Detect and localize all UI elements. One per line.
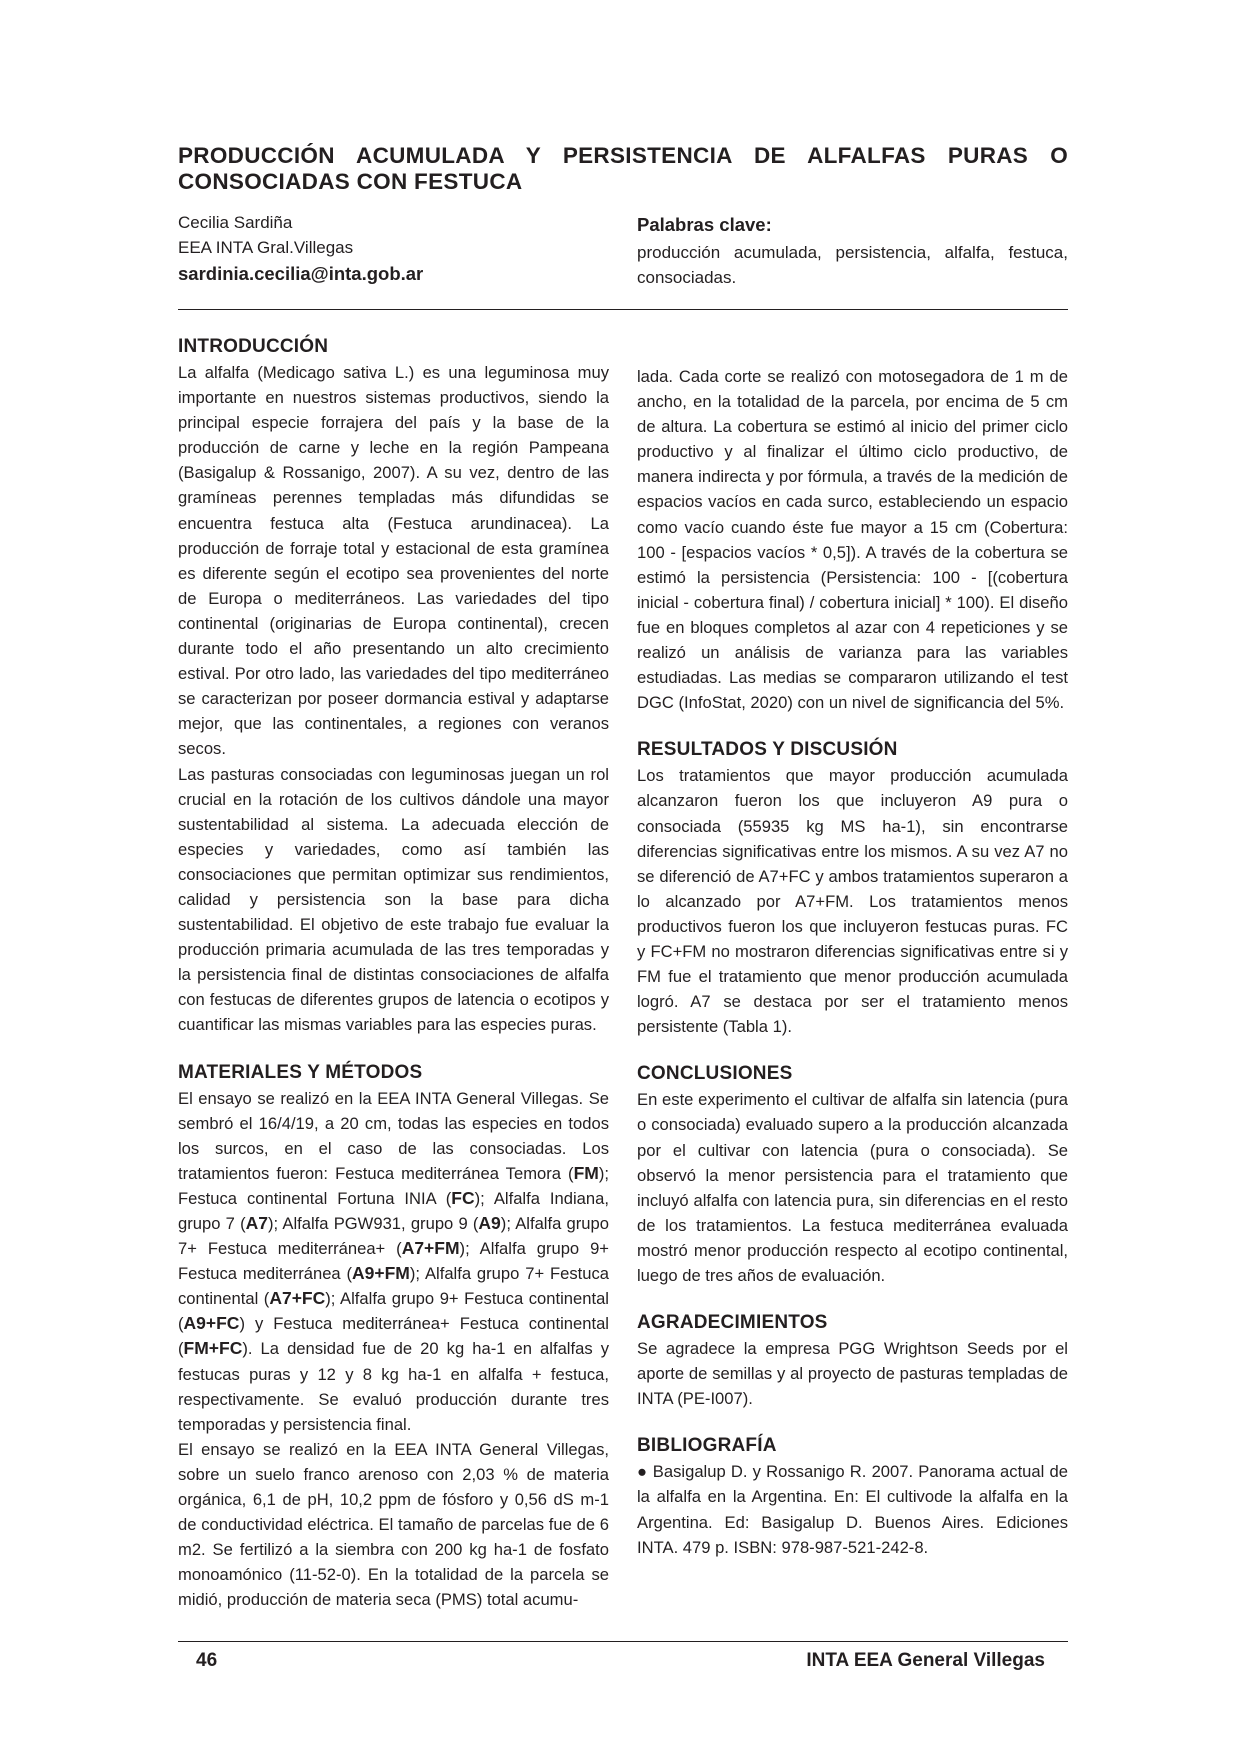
- introduccion-paragraph-1: La alfalfa (Medicago sativa L.) es una leguminosa muy importante en nuestros sistemas productivos, siendo la principal especie forrajera del país y la base de la producción de carne y leche en la región Pampeana (Basigalup & Rossanigo, 2007). A su vez, dentro de las gramíneas perennes templadas más difundidas se encuentra festuca alta (Festuca arundinacea). La producción de forraje total y estacional de esta gramínea es diferente según el ecotipo sea provenientes del norte de Europa o mediterráneos. Las variedades del tipo continental (originarias de Europa continental), crecen durante todo el año presentando un alto crecimiento estival. Por otro lado, las variedades del tipo mediterráneo se caracterizan por poseer dormancia estival y adaptarse mejor, que las continentales, a regiones con veranos secos.: [178, 363, 609, 759]
- treatment-a9: A9: [478, 1213, 501, 1233]
- paper-title: [178, 143, 1068, 195]
- section-heading-agradecimientos: AGRADECIMIENTOS: [637, 1312, 828, 1334]
- page-number: 46: [196, 1650, 218, 1671]
- section-gap: [178, 1038, 609, 1060]
- materiales-paragraph-1: El ensayo se realizó en la EEA INTA General Villegas. Se sembró el 16/4/19, a 20 cm, todas las especies en todos los surcos, en el caso de las consociadas. Los tratamientos fueron: Festuca mediterránea Temora (FM); Festuca continental Fortuna INIA (FC); Alfalfa Indiana, grupo 7 (A7); Alfalfa PGW931, grupo 9 (A9); Alfalfa grupo 7+ Festuca mediterránea+ (A7+FM); Alfalfa grupo 9+ Festuca mediterránea (A9+FM); Alfalfa grupo 7+ Festuca continental (A7+FC); Alfalfa grupo 9+ Festuca continental (A9+FC) y Festuca mediterránea+ Festuca continental (FM+FC). La densidad fue de 20 kg ha-1 en alfalfas y festucas puras y 12 y 8 kg ha-1 en alfalfa + festuca, respectivamente. Se evaluó producción durante tres temporadas y persistencia final.: [178, 1088, 610, 1434]
- author-name: Cecilia Sardiña: [178, 213, 293, 232]
- treatment-a9-fc: A9+FC: [183, 1313, 240, 1334]
- author-affiliation: EEA INTA Gral.Villegas: [178, 238, 354, 257]
- section-heading-materiales: MATERIALES Y MÉTODOS: [178, 1061, 423, 1083]
- author-block: [178, 210, 608, 288]
- conclusiones-paragraph-1: En este experimento el cultivar de alfalfa sin latencia (pura o consociada) evaluado supero a la producción alcanzada por el cultivar con latencia (pura o consociada). Se observó la menor persistencia para el tratamiento que incluyó alfalfa con latencia pura, sin diferencias en el resto de los tratamientos. La festuca mediterránea evaluada mostró menor producción respecto al ecotipo continental, luego de tres años de evaluación.: [637, 1090, 1068, 1285]
- section-heading-conclusiones: CONCLUSIONES: [637, 1063, 793, 1085]
- right-column: [637, 364, 1068, 1560]
- resultados-paragraph-1: Los tratamientos que mayor producción acumulada alcanzaron fueron los que incluyeron A9 pura o consociada (55935 kg MS ha-1), sin encontrarse diferencias significativas entre los mismos. A su vez A7 no se diferenció de A7+FC y ambos tratamientos superaron a lo alcanzado por A7+FM. Los tratamientos menos productivos fueron los que incluyeron festucas puras. FC y FC+FM no mostraron diferencias significativas entre si y FM fue el tratamiento que menor producción acumulada logró. A7 se destaca por ser el tratamiento menos persistente (Tabla 1).: [637, 766, 1068, 1037]
- treatment-a7-fm: A7+FM: [401, 1238, 460, 1259]
- materiales-paragraph-2-continued: lada. Cada corte se realizó con motosegadora de 1 m de ancho, en la totalidad de la parcela, por encima de 5 cm de altura. La cobertura se estimó al inicio del primer ciclo productivo y al finalizar el último ciclo productivo, de manera indirecta y por fórmula, a través de la medición de espacios vacíos en cada surco, estableciendo un espacio como vacío cuando éste fue mayor a 15 cm (Cobertura: 100 - [espacios vacíos * 0,5]). A través de la cobertura se estimó la persistencia (Persistencia: 100 - [(cobertura inicial - cobertura final) / cobertura inicial] * 100). El diseño fue en bloques completos al azar con 4 repeticiones y se realizó un análisis de varianza para las variables estudiadas. Las medias se compararon utilizando el test DGC (InfoStat, 2020) con un nivel de significancia del 5%.: [637, 367, 1068, 713]
- keywords-heading: Palabras clave:: [637, 214, 772, 235]
- treatment-a9-fm: A9+FM: [352, 1263, 410, 1284]
- header-divider: [178, 309, 1068, 310]
- section-gap: [637, 715, 1068, 737]
- left-column: [178, 334, 609, 1613]
- bibliography-entry: ● Basigalup D. y Rossanigo R. 2007. Panorama actual de la alfalfa en la Argentina. En: El cultivode la alfalfa en la Argentina. Ed: Basigalup D. Buenos Aires. Ediciones INTA. 479 p. ISBN: 978-987-521-242-8.: [637, 1462, 1068, 1557]
- treatment-fm: FM: [573, 1162, 599, 1183]
- introduccion-paragraph-2: Las pasturas consociadas con leguminosas juegan un rol crucial en la rotación de los cultivos dándole una mayor sustentabilidad al sistema. La adecuada elección de especies y variedades, como así también las consociaciones que permitan optimizar sus rendimientos, calidad y persistencia son la base para dicha sustentabilidad. El objetivo de este trabajo fue evaluar la producción primaria acumulada de las tres temporadas y la persistencia final de distintas consociaciones de alfalfa con festucas de diferentes grupos de latencia o ecotipos y cuantificar las mismas variables para las especies puras.: [178, 764, 609, 1035]
- treatment-a7: A7: [245, 1213, 268, 1233]
- section-gap: [637, 1288, 1068, 1310]
- section-heading-resultados: RESULTADOS Y DISCUSIÓN: [637, 739, 898, 761]
- treatment-a7-fc: A7+FC: [269, 1288, 326, 1309]
- footer-divider: [178, 1641, 1068, 1642]
- title-line-1: PRODUCCIÓN ACUMULADA Y PERSISTENCIA DE ALFALFAS PURAS O: [178, 143, 1068, 168]
- materiales-paragraph-2: El ensayo se realizó en la EEA INTA General Villegas, sobre un suelo franco arenoso con 2,03 % de materia orgánica, 6,1 de pH, 10,2 ppm de fósforo y 0,56 dS m-1 de conductividad eléctrica. El tamaño de parcelas fue de 6 m2. Se fertilizó a la siembra con 200 kg ha-1 de fosfato monoamónico (11-52-0). En la totalidad de la parcela se midió, producción de materia seca (PMS) total acumu-: [178, 1439, 609, 1610]
- section-gap: [637, 1411, 1068, 1433]
- agradecimientos-paragraph-1: Se agradece la empresa PGG Wrightson Seeds por el aporte de semillas y al proyecto de pasturas templadas de INTA (PE-I007).: [637, 1339, 1068, 1409]
- title-line-2: CONSOCIADAS CON FESTUCA: [178, 169, 523, 194]
- section-heading-introduccion: INTRODUCCIÓN: [178, 336, 329, 357]
- author-email: sardinia.cecilia@inta.gob.ar: [178, 263, 424, 284]
- treatment-fm-fc: FM+FC: [183, 1338, 243, 1359]
- keywords-text: producción acumulada, persistencia, alfalfa, festuca, consociadas.: [637, 243, 1068, 287]
- footer-organization: INTA EEA General Villegas: [806, 1650, 1045, 1671]
- treatment-fc: FC: [451, 1187, 475, 1208]
- keywords-block: [637, 210, 1068, 290]
- section-gap: [637, 1039, 1068, 1061]
- section-heading-bibliografia: BIBLIOGRAFÍA: [637, 1435, 777, 1457]
